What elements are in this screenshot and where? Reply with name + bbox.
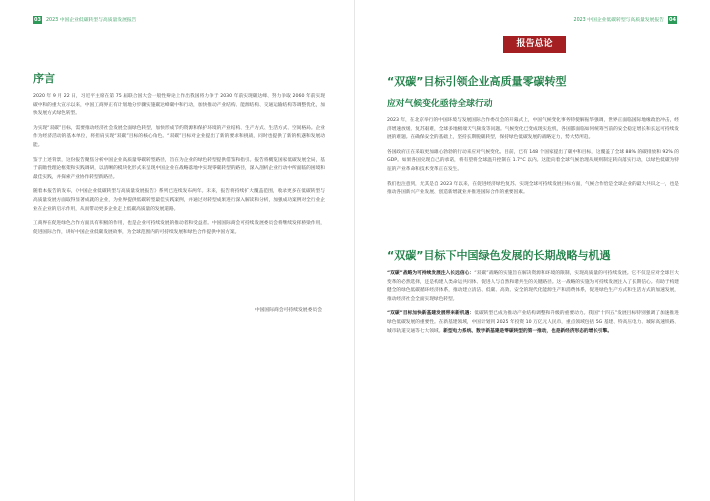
- section-1-paragraph-3: 我们也注意到，尤其是自 2023 年以来，在促进经济绿色复苏、实现全球可持续发展目标方面，气候合作恰是全球企业的最大共识之一，也是推动各国新兴产业发展、创造新增就业并推进国际合作的重要因素。: [387, 181, 679, 196]
- summary-badge: 报告总论: [503, 36, 566, 53]
- section-2-paragraph-2-emphasis: 新型电力系统、数字新基建是零碳转型的第一推动，也是新经济形态的增长引擎。: [443, 328, 613, 334]
- section-2-paragraph-2-text: 低碳转型已成为推动产业结构调整和升级的重要动力。我国“十四五”发展目标特别强调了加速推进绿色低碳发展的重要性。在新基建领域，中国计划到 2025 年投资 10 万亿元人民币，重点领域包括 5G 基建、特高压电力、城际高速铁路、城市轨道交通等七大领域。: [387, 311, 679, 334]
- section-2-paragraph-2-lead: “双碳”目标加快新基建发展带来新机遇：: [387, 311, 475, 317]
- preface-paragraph-2: 为实现“双碳”目标，需要推动经济社会发展全面绿色转型，加快形成节约资源和保护环境的产业结构、生产方式、生活方式、空间格局。企业作为经济活动的基本单位，将担肩实现“双碳”目标的核心角色。“双碳”目标对企业提出了新的要求和挑战，同时也提供了新的机遇和发展动能。: [33, 125, 325, 148]
- section-2-paragraph-2: [387, 310, 679, 336]
- preface-signature: 中国国际商会可持续发展委员会: [254, 308, 322, 313]
- preface-paragraph-4: 随着本报告的发布，《中国企业低碳转型与高质量发展报告》系列已连续发布两年。未来，报告将持续扩大覆盖范围，收录更多在低碳转型与高质量发展方面取得显著成就的企业，为业界提供低碳转型最佳实践案例，并通过对转型成果进行深入解读和分析，加强成功案例对全行业企业在企业的启示作用，从而带动更多企业走上低碳高质量的发展道路。: [33, 189, 325, 212]
- section-1-paragraph-2: 各国政府正在采取更加雄心勃勃的行动来应对气候变化。目前，已有 148 个国家提出了碳中和目标，这覆盖了全球 88% 的碳排放和 92% 的 GDP。如果各国兑现自己的承诺，将有望将全球温升控制在 1.7°C 以内。这能向着全球气候治理从规则制定转向落实行动，以绿色低碳为特征的产业革命和技术变革正在发生。: [387, 149, 679, 172]
- section-2-paragraph-1-text: “双碳”战略的实施旨在解决资源和环境的限制，实现高质量的可持续发展。它不仅是应对全球巨大变革的必然选择，还是构建人类命运共同体、促进人与自然和谐共生的关键路径。这一战略的实施为可持续发展注入了长期信心。有助于构建健全的绿色低碳循环经济体系，推动建立清洁、低碳、高效、安全的现代化能源生产和消费体系，促进绿色生产方式和生活方式的加速发展，推动经济社会全面实现绿色转型。: [387, 271, 679, 302]
- right-running-title: 2023 中国企业低碳转型与高质量发展报告: [573, 18, 664, 23]
- preface-title: 序言: [33, 72, 55, 85]
- section-2-body: [387, 270, 679, 342]
- section-2-paragraph-1-lead: “双碳”战略为可持续发展注入长远信心：: [387, 271, 475, 276]
- section-2-paragraph-1: [387, 270, 679, 304]
- left-running-title: 2023 中国企业低碳转型与高质量发展报告: [46, 18, 137, 23]
- preface-paragraph-5: 工商界在促进绿色合作方面具有积极的作用，也是企业可持续发展的推动者和受益者。中国国际商会可持续发展委员会将继续发挥桥梁作用，促进国际合作，讲好中国企业低碳发展故事，为全球范围内的可持续发展和绿色合作提供中国方案。: [33, 221, 325, 235]
- section-2-title: “双碳”目标下中国绿色发展的长期战略与机遇: [387, 249, 611, 262]
- preface-paragraph-1: 2020 年 9 月 22 日，习近平主席在第 75 届联合国大会一般性辩论上作出我国将力争于 2030 年前实现碳达峰、努力争取 2060 年前实现碳中和的重大宣示以来，中国工商界正有计划地分步骤实施碳达峰碳中和行动，加快推动产业结构、能源结构、交通运输结构等调整优化，加快发展方式绿色转型。: [33, 94, 325, 117]
- left-page-number: 03: [34, 16, 41, 23]
- left-page-header: [33, 15, 140, 24]
- section-1-body: [387, 117, 679, 204]
- section-1-paragraph-1: 2023 年，在北京举行的中国环境与发展国际合作委员会的开幕式上，中国气候变化事务特使解振华强调，世界正面临国际地缘政治冲击，经济增速放缓、复苏艰难，全球多地极端天气频发等问题。气候变化已变成现实危机，各国都面临如何统筹当前的安全稳定增长和长远可持续发展的难题。在确保安全的基础上，坚持长期脱碳转型，保持绿色低碳发展的战略定力，势大势所趋。: [387, 118, 679, 141]
- right-page-number: 04: [669, 16, 676, 23]
- section-1-subtitle: 应对气候变化亟待全球行动: [387, 99, 493, 109]
- section-1-title: “双碳”目标引领企业高质量零碳转型: [387, 75, 567, 88]
- right-page-header: [570, 15, 677, 24]
- preface-paragraph-3: 鉴于上述背景，这份报告聚焦分析中国企业高质量零碳转型路径，旨在为企业的绿色转型提供借鉴和指引。报告将概览国家低碳发展全局，基于前瞻性理论框架和实践调研，以清晰的模块化形式来呈现中国企业在战略落地中实现零碳转型的路径，深入剖析企业行动中所面临的困境和最佳实践，并探索产业协作转型新路径。: [33, 157, 325, 180]
- preface-body: [33, 93, 325, 243]
